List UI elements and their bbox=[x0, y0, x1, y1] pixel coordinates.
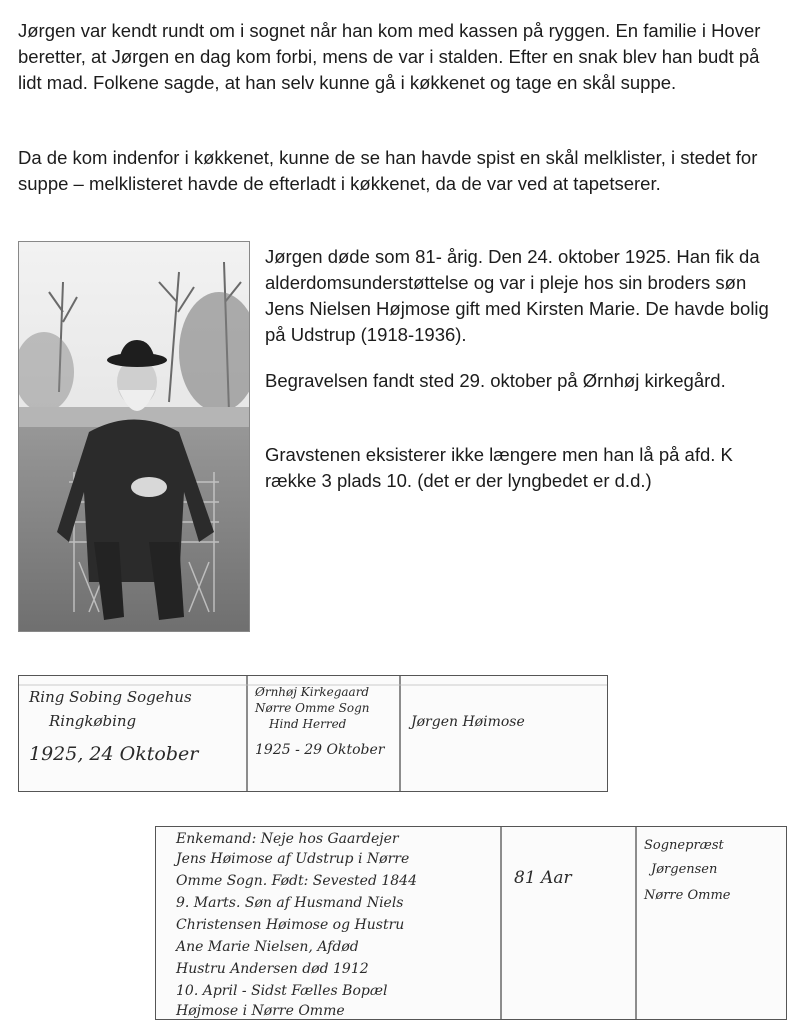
scan2-line-3: Omme Sogn. Født: Sevested 1844 bbox=[176, 873, 418, 889]
portrait-photo bbox=[18, 241, 250, 632]
scan2-line-9: Højmose i Nørre Omme bbox=[176, 1003, 345, 1019]
intro-paragraph: Jørgen var kendt rundt om i sognet når han kom med kassen på ryggen. En familie i Hover beretter, at Jørgen en dag kom forbi, mens de var i stalden. Efter en snak blev han budt på lidt mad. Folkene sagde, at han selv kunne gå i køkkenet og tage en skål suppe. bbox=[18, 20, 761, 93]
scan1-cell-3-line-1: Jørgen Høimose bbox=[411, 714, 525, 730]
church-register-scan-2 bbox=[155, 826, 787, 1020]
scan2-line-5: Christensen Høimose og Hustru bbox=[176, 917, 405, 933]
gravestone-paragraph: Gravstenen eksisterer ikke længere men han lå på afd. K række 3 plads 10. (det er der lyngbedet er d.d.) bbox=[265, 444, 733, 491]
scan1-cell-1-line-3: 1925, 24 Oktober bbox=[29, 743, 199, 765]
scan2-priest-line-2: Jørgensen bbox=[651, 862, 718, 877]
scan2-line-2: Jens Høimose af Udstrup i Nørre bbox=[176, 851, 410, 867]
scan1-cell-2-line-3: Hind Herred bbox=[269, 717, 347, 731]
scan2-age: 81 Aar bbox=[514, 868, 572, 888]
scan2-line-8: 10. April - Sidst Fælles Bopæl bbox=[176, 983, 388, 999]
scan2-priest-line-1: Sognepræst bbox=[644, 838, 724, 853]
scan1-cell-1-line-1: Ring Sobing Sogehus bbox=[29, 688, 192, 706]
kitchen-paragraph: Da de kom indenfor i køkkenet, kunne de se han havde spist en skål melklister, i stedet for suppe – melklisteret havde de efterladt i køkkenet, da de var ved at tapetserer. bbox=[18, 147, 758, 194]
scan1-cell-2-line-1: Ørnhøj Kirkegaard bbox=[255, 685, 370, 699]
scan2-line-4: 9. Marts. Søn af Husmand Niels bbox=[176, 895, 404, 911]
scan1-cell-2-line-2: Nørre Omme Sogn bbox=[255, 701, 370, 715]
scan1-cell-1-line-2: Ringkøbing bbox=[49, 712, 137, 730]
funeral-paragraph: Begravelsen fandt sted 29. oktober på Ørnhøj kirkegård. bbox=[265, 370, 726, 391]
scan2-line-6: Ane Marie Nielsen, Afdød bbox=[176, 939, 359, 955]
scan2-priest-line-3: Nørre Omme bbox=[644, 888, 731, 903]
scan2-line-7: Hustru Andersen død 1912 bbox=[176, 961, 369, 977]
church-register-scan-1 bbox=[18, 675, 608, 792]
scan1-cell-2-line-4: 1925 - 29 Oktober bbox=[255, 742, 385, 758]
scan2-line-1: Enkemand: Neje hos Gaardejer bbox=[176, 831, 399, 847]
death-paragraph: Jørgen døde som 81- årig. Den 24. oktober 1925. Han fik da alderdomsunderstøttelse og var i pleje hos sin broders søn Jens Nielsen Højmose gift med Kirsten Marie. De havde bolig på Udstrup (1918-1936). bbox=[265, 246, 769, 345]
